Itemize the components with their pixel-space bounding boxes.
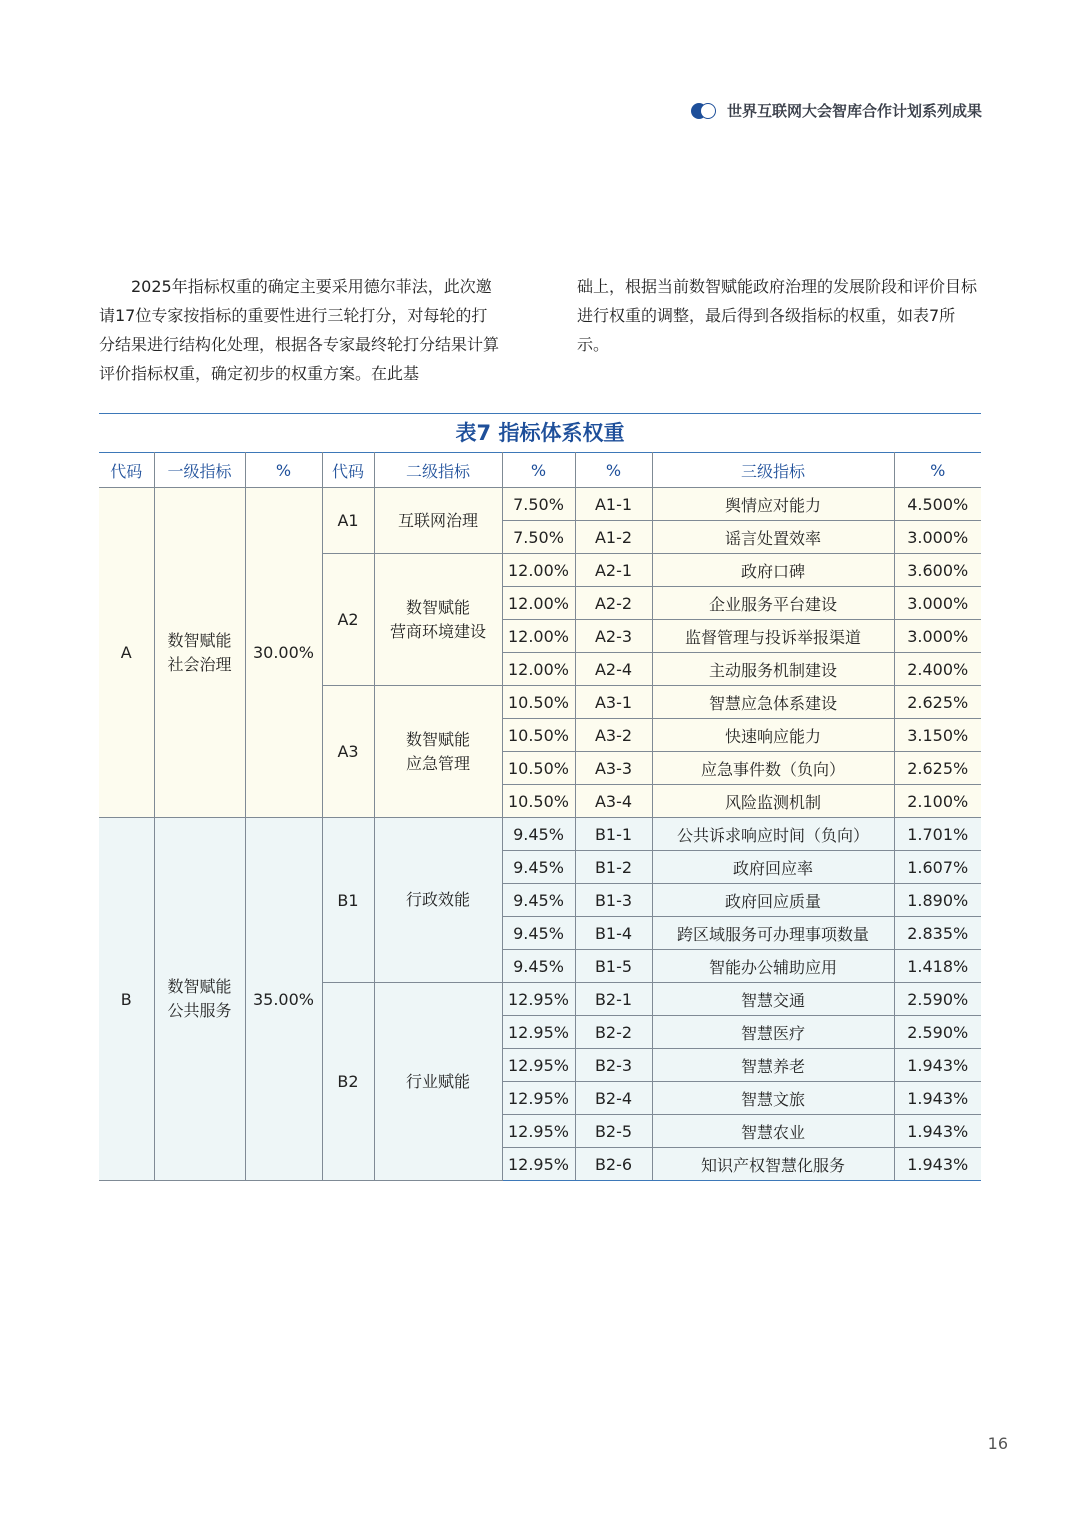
level1-code: A [99,488,154,818]
paragraph-left: 2025年指标权重的确定主要采用德尔菲法，此次邀请17位专家按指标的重要性进行三轮打分，对每轮的打分结果进行结构化处理，根据各专家最终轮打分结果计算评价指标权重，确定初步的权重方案。在此基 [99,277,500,383]
level3-code: A2-2 [575,587,652,620]
level3-pct: 1.943% [894,1049,981,1082]
level2-name-line2: 应急管理 [405,753,470,773]
level2-pct: 10.50% [502,686,575,719]
level2-code: B1 [322,818,374,983]
header-level2-pct: % [502,453,575,488]
level3-pct: 1.890% [894,884,981,917]
level3-pct: 4.500% [894,488,981,521]
level3-pct: 2.400% [894,653,981,686]
level2-pct: 12.00% [502,554,575,587]
level3-name: 公共诉求响应时间（负向） [652,818,894,851]
level2-name-line2: 营商环境建设 [389,621,486,641]
level3-code: B2-4 [575,1082,652,1115]
level2-name-line1: 数智赋能 [405,597,470,617]
table-title: 表7 指标体系权重 [99,413,981,452]
level1-code: B [99,818,154,1181]
level3-code: A3-1 [575,686,652,719]
level3-pct: 1.701% [894,818,981,851]
level3-name: 应急事件数（负向） [652,752,894,785]
level2-name [374,488,502,554]
weight-table [99,452,981,1181]
level3-pct: 3.600% [894,554,981,587]
level2-name [374,686,502,818]
level3-code: A3-4 [575,785,652,818]
level2-pct: 12.95% [502,983,575,1016]
level2-pct: 12.95% [502,1148,575,1181]
level3-pct: 1.943% [894,1082,981,1115]
header-level1-name: 一级指标 [154,453,245,488]
level3-code: B1-5 [575,950,652,983]
table-row [99,488,981,521]
level3-code: B2-5 [575,1115,652,1148]
level2-code: A1 [322,488,374,554]
level3-pct: 1.943% [894,1115,981,1148]
level2-pct: 12.95% [502,1115,575,1148]
weight-table-container [99,413,981,1181]
header-title: 世界互联网大会智库合作计划系列成果 [726,102,982,120]
level1-name-line1: 数智赋能 [167,630,232,650]
level3-name: 舆情应对能力 [652,488,894,521]
level1-name [154,488,245,818]
level2-pct: 12.00% [502,653,575,686]
level3-code: A1-1 [575,488,652,521]
level3-code: A3-3 [575,752,652,785]
level3-code: A2-4 [575,653,652,686]
level3-pct: 3.000% [894,521,981,554]
level3-code: B1-2 [575,851,652,884]
level2-pct: 10.50% [502,785,575,818]
level2-pct: 7.50% [502,488,575,521]
level3-code: B1-3 [575,884,652,917]
level1-name-line2: 公共服务 [167,1001,232,1020]
level2-pct: 9.45% [502,818,575,851]
paragraph-right: 础上，根据当前数智赋能政府治理的发展阶段和评价目标进行权重的调整，最后得到各级指标的权重，如表7所示。 [577,277,978,354]
level3-pct: 2.100% [894,785,981,818]
level3-name: 智能办公辅助应用 [652,950,894,983]
level2-code: A3 [322,686,374,818]
level3-name: 跨区域服务可办理事项数量 [652,917,894,950]
table-header-row [99,453,981,488]
level3-name: 企业服务平台建设 [652,587,894,620]
level2-pct: 9.45% [502,917,575,950]
level3-pct: 3.000% [894,587,981,620]
header-level3-name: 三级指标 [652,453,894,488]
level3-name: 智慧交通 [652,983,894,1016]
level3-code: B2-2 [575,1016,652,1049]
level3-name: 政府回应质量 [652,884,894,917]
level3-pct: 2.590% [894,1016,981,1049]
level2-pct: 9.45% [502,851,575,884]
header-level2-code: 代码 [322,453,374,488]
level2-name [374,554,502,686]
level2-pct: 12.00% [502,620,575,653]
level3-code: A3-2 [575,719,652,752]
level3-code: B2-1 [575,983,652,1016]
level2-pct: 12.95% [502,1016,575,1049]
level3-name: 智慧应急体系建设 [652,686,894,719]
level3-name: 智慧农业 [652,1115,894,1148]
page-number: 16 [987,1434,1008,1453]
header-level1-pct: % [245,453,322,488]
level2-pct: 10.50% [502,752,575,785]
level3-code: A2-1 [575,554,652,587]
level1-name-line1: 数智赋能 [167,977,232,996]
level2-name [374,818,502,983]
level3-code: B1-4 [575,917,652,950]
header-level2-name: 二级指标 [374,453,502,488]
level3-name: 智慧养老 [652,1049,894,1082]
level3-pct: 1.943% [894,1148,981,1181]
level2-pct: 12.95% [502,1082,575,1115]
logo-icon [691,103,717,119]
level3-name: 政府口碑 [652,554,894,587]
level3-pct: 3.000% [894,620,981,653]
header-level3-code: % [575,453,652,488]
level2-pct: 7.50% [502,521,575,554]
level3-pct: 2.590% [894,983,981,1016]
level2-code: A2 [322,554,374,686]
level3-name: 监督管理与投诉举报渠道 [652,620,894,653]
level3-name: 谣言处置效率 [652,521,894,554]
level3-name: 快速响应能力 [652,719,894,752]
level2-name-line1: 互联网治理 [397,510,478,530]
level2-pct: 9.45% [502,884,575,917]
level2-code: B2 [322,983,374,1181]
level3-name: 主动服务机制建设 [652,653,894,686]
level3-code: A2-3 [575,620,652,653]
level3-pct: 3.150% [894,719,981,752]
level3-name: 风险监测机制 [652,785,894,818]
level3-pct: 2.625% [894,686,981,719]
level3-name: 知识产权智慧化服务 [652,1148,894,1181]
level3-code: B2-6 [575,1148,652,1181]
level2-name-line1: 行政效能 [405,890,470,909]
header-level1-code: 代码 [99,453,154,488]
level2-name-line1: 行业赋能 [405,1071,470,1091]
level3-name: 智慧医疗 [652,1016,894,1049]
level3-name: 智慧文旅 [652,1082,894,1115]
level2-name-line1: 数智赋能 [405,729,470,749]
level3-pct: 1.418% [894,950,981,983]
level1-pct: 35.00% [245,818,322,1181]
header-level3-pct: % [894,453,981,488]
level2-name [374,983,502,1181]
level3-name: 政府回应率 [652,851,894,884]
level1-name-line2: 社会治理 [167,654,232,674]
level2-pct: 9.45% [502,950,575,983]
level2-pct: 12.95% [502,1049,575,1082]
table-row [99,818,981,851]
level3-pct: 1.607% [894,851,981,884]
level3-code: B2-3 [575,1049,652,1082]
level3-pct: 2.835% [894,917,981,950]
level1-pct: 30.00% [245,488,322,818]
level3-code: B1-1 [575,818,652,851]
level1-name [154,818,245,1181]
level2-pct: 10.50% [502,719,575,752]
page-header [691,100,982,121]
level3-pct: 2.625% [894,752,981,785]
level2-pct: 12.00% [502,587,575,620]
level3-code: A1-2 [575,521,652,554]
